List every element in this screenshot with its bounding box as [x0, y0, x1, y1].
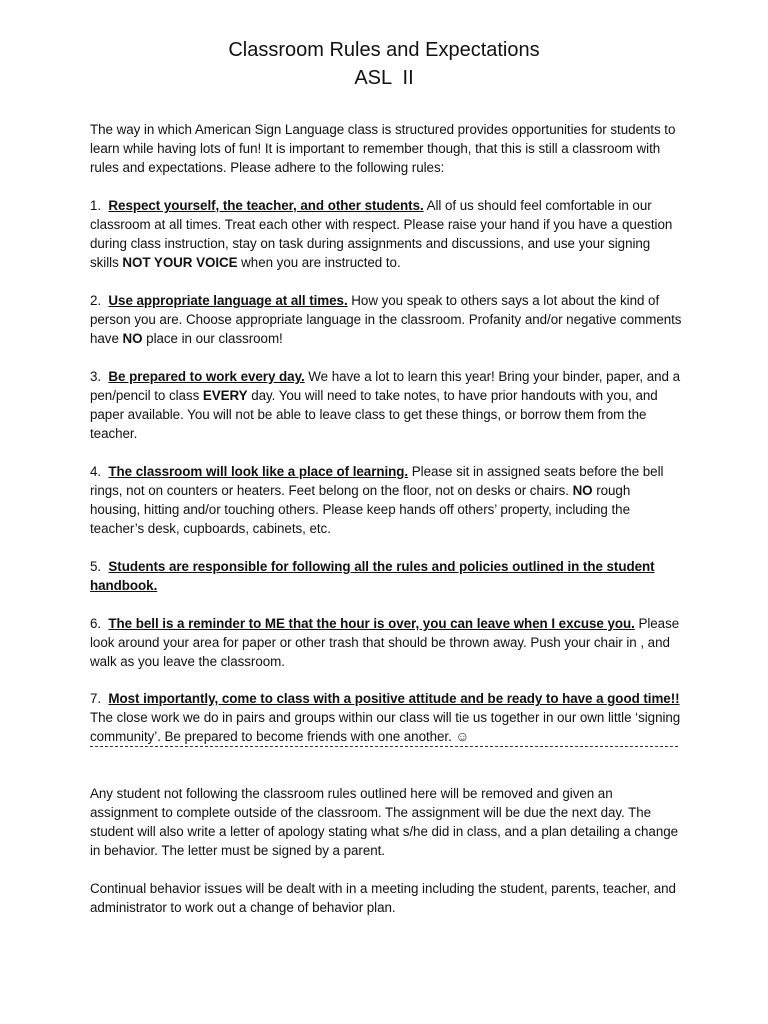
rule-heading: Respect yourself, the teacher, and other students. [108, 198, 424, 213]
rule-3 [90, 367, 682, 443]
intro-paragraph: The way in which American Sign Language class is structured provides opportunities for students to learn while having lots of fun! It is important to remember though, that this is still a classroom with rules and expectations. Please adhere to the following rules: [90, 122, 676, 175]
rule-number: 1. [90, 198, 102, 213]
rule-heading: Be prepared to work every day. [108, 369, 305, 384]
rule-text: Please sit in assigned seats before the bell rings, not on counters or heaters. Feet belong on the floor, not on desks or chairs. [90, 464, 664, 498]
page-title: Classroom Rules and Expectations [228, 39, 540, 61]
rule-heading: The classroom will look like a place of learning. [108, 464, 409, 479]
rule-text: How you speak to others says a lot about the kind of person you are. Choose appropriate language in the classroom. Profanity and/or negative comments have [90, 293, 682, 346]
rule-heading: Use appropriate language at all times. [108, 293, 348, 308]
title-block [0, 36, 768, 92]
rule-text: All of us should feel comfortable in our classroom at all times. Treat each other with respect. Please raise your hand if you have a question during class instruction, stay on task during assignments and discussions, and use your signing skills [90, 198, 673, 270]
rule-text-after: place in our classroom! [142, 331, 283, 346]
page-subtitle: ASL II [354, 67, 414, 89]
rule-heading: The bell is a reminder to ME that the hour is over, you can leave when I excuse you. [108, 616, 635, 631]
rule-emphasis: NO [122, 331, 143, 346]
rule-number: 7. [90, 691, 102, 706]
rule-text-after: day. You will need to take notes, to have prior handouts with you, and paper available. You will not be able to leave class to get these things, or borrow them from the teacher. [90, 388, 658, 441]
rule-number: 3. [90, 369, 102, 384]
rule-text: The close work we do in pairs and groups within our class will tie us together in our own little ‘signing community’. Be prepared to become friends with one another. ☺ [90, 710, 681, 744]
rule-number: 6. [90, 616, 102, 631]
rule-emphasis: NO [572, 483, 593, 498]
rule-emphasis: NOT YOUR VOICE [122, 255, 238, 270]
rule-heading: Students are responsible for following all the rules and policies outlined in the student handbook. [90, 559, 655, 593]
rule-2 [90, 291, 682, 348]
rule-5 [90, 557, 682, 595]
rule-heading: Most importantly, come to class with a positive attitude and be ready to have a good time!! [108, 691, 680, 706]
rule-number: 2. [90, 293, 102, 308]
rule-number: 4. [90, 464, 102, 479]
rule-text: Please look around your area for paper or other trash that should be thrown away. Push your chair in , and walk as you leave the classroom. [90, 616, 680, 669]
rule-text-after: rough housing, hitting and/or touching others. Please keep hands off others’ property, including the teacher’s desk, cupboards, cabinets, etc. [90, 483, 631, 536]
dashed-divider [90, 746, 678, 748]
escalation-paragraph: Continual behavior issues will be dealt with in a meeting including the student, parents, teacher, and administrator to work out a change of behavior plan. [90, 881, 676, 915]
rule-4 [90, 462, 682, 538]
rule-emphasis: EVERY [202, 388, 248, 403]
consequence-paragraph: Any student not following the classroom rules outlined here will be removed and given an assignment to complete outside of the classroom. The assignment will be due the next day. The student will also write a letter of apology stating what s/he did in class, and a plan detailing a change in behavior. The letter must be signed by a parent. [90, 786, 679, 858]
rule-text-after: when you are instructed to. [237, 255, 401, 270]
rule-number: 5. [90, 559, 102, 574]
rule-1 [90, 196, 682, 272]
rule-7 [90, 689, 682, 746]
rule-text: We have a lot to learn this year! Bring your binder, paper, and a pen/pencil to class [90, 369, 680, 403]
rule-6 [90, 614, 682, 671]
